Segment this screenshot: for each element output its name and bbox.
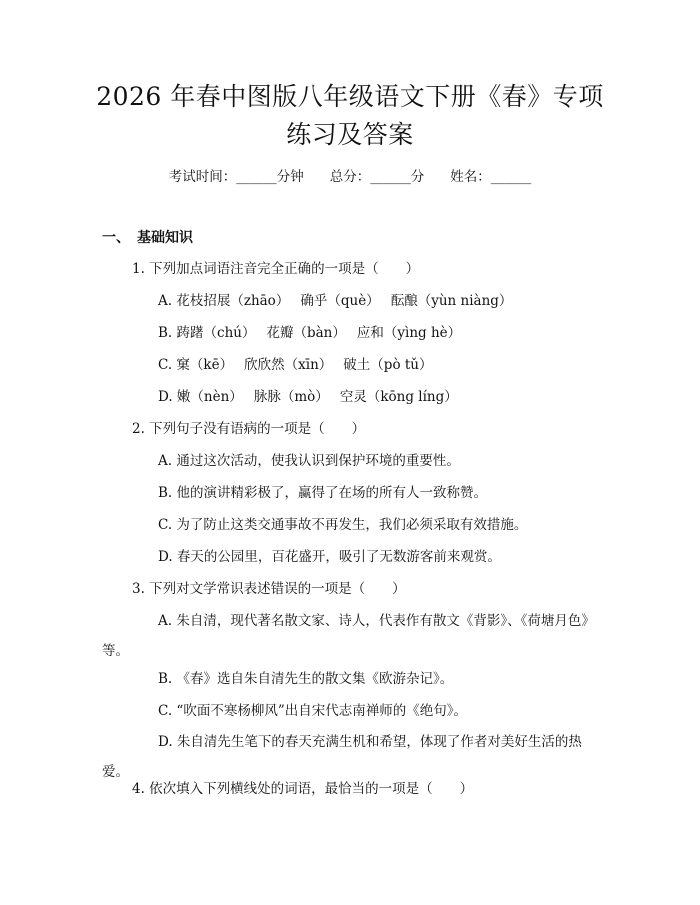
- exam-time: 考试时间：______分钟: [168, 169, 304, 185]
- question-1-option-b: B. 踌躇（chú） 花瓣（bàn） 应和（yìng hè）: [158, 325, 462, 341]
- exam-score: 总分：______分: [329, 169, 425, 185]
- question-3-option-c: C. “吹面不寒杨柳风”出自宋代志南禅师的《绝句》。: [158, 703, 467, 719]
- exam-meta: [0, 166, 700, 188]
- question-3-option-b: B. 《春》选自朱自清先生的散文集《欧游杂记》。: [158, 671, 454, 687]
- doc-title-line1: 2026 年春中图版八年级语文下册《春》专项: [96, 82, 604, 111]
- question-3-stem: 3. 下列对文学常识表述错误的一项是（ ）: [132, 581, 406, 597]
- question-1-option-c: C. 窠（kē） 欣欣然（xīn） 破土（pò tǔ）: [158, 357, 433, 373]
- question-1-option-a: A. 花枝招展（zhāo） 确乎（què） 酝酿（yùn niàng）: [158, 293, 513, 309]
- question-3-option-a: A. 朱自清，现代著名散文家、诗人，代表作有散文《背影》、《荷塘月色》等。: [102, 613, 595, 659]
- section-heading: 一、 基础知识: [102, 230, 193, 246]
- question-2-option-c: C. 为了防止这类交通事故不再发生，我们必须采取有效措施。: [158, 517, 528, 533]
- exam-name: 姓名：______: [450, 169, 532, 185]
- question-2-option-b: B. 他的演讲精彩极了，赢得了在场的所有人一致称赞。: [158, 485, 488, 501]
- question-1-option-d: D. 嫩（nèn） 脉脉（mò） 空灵（kōng líng）: [158, 389, 458, 405]
- question-2-option-d: D. 春天的公园里，百花盛开，吸引了无数游客前来观赏。: [158, 549, 501, 565]
- doc-title-line2: 练习及答案: [286, 120, 414, 149]
- question-3-option-d: D. 朱自清先生笔下的春天充满生机和希望，体现了作者对美好生活的热爱。: [102, 734, 582, 780]
- question-2-stem: 2. 下列句子没有语病的一项是（ ）: [132, 421, 366, 437]
- question-4-stem: 4. 依次填入下列横线处的词语，最恰当的一项是（ ）: [132, 781, 474, 797]
- question-2-option-a: A. 通过这次活动，使我认识到保护环境的重要性。: [158, 453, 460, 469]
- question-1-stem: 1. 下列加点词语注音完全正确的一项是（ ）: [132, 261, 420, 277]
